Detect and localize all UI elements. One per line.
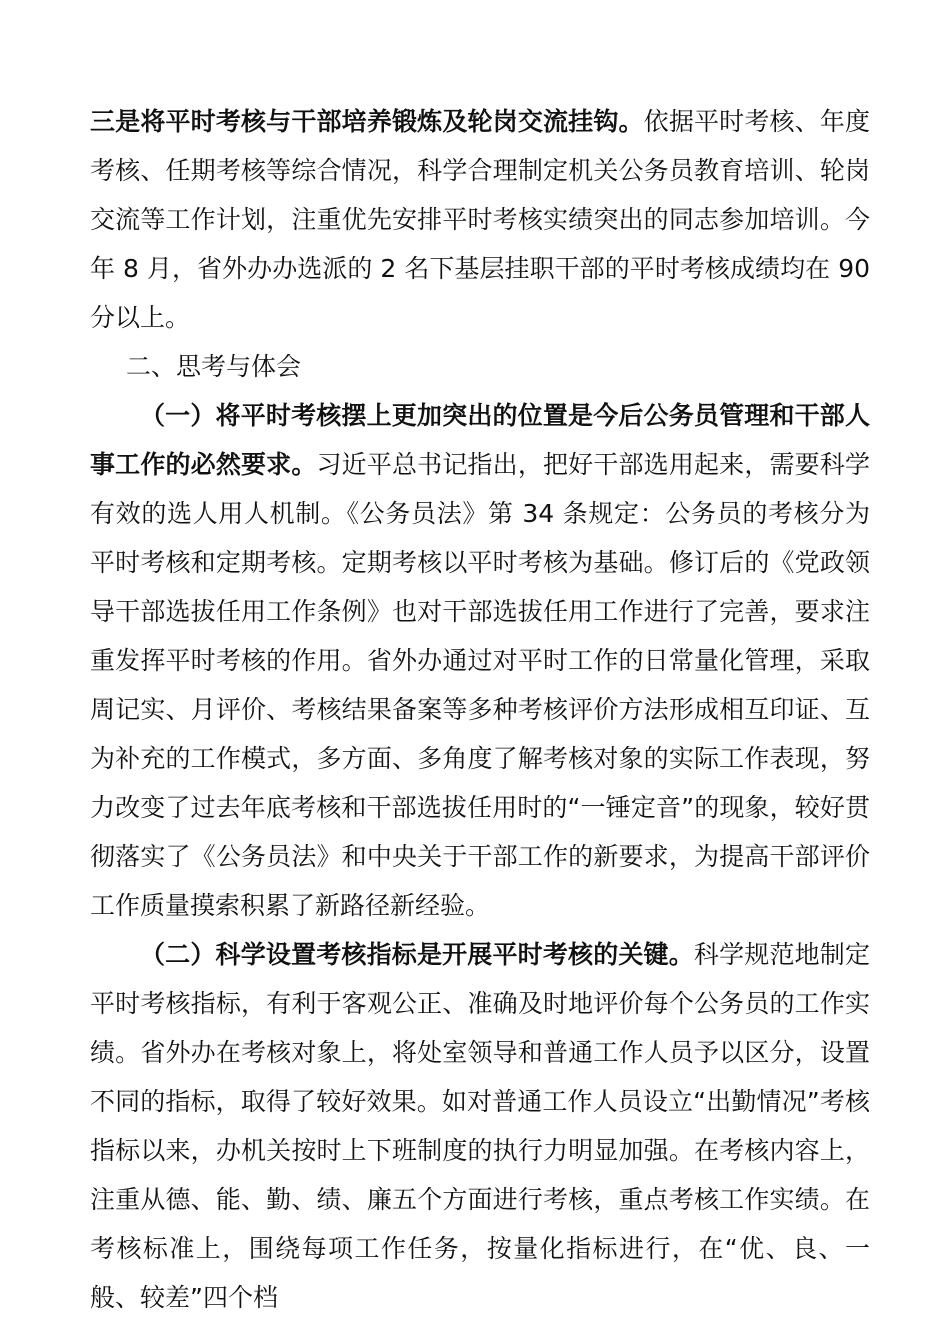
document-page xyxy=(90,97,870,1322)
paragraph-career-rotation xyxy=(90,97,870,342)
paragraph-body: 依据平时考核、年度考核、任期考核等综合情况，科学合理制定机关公务员教育培训、轮岗交流等工作计划，注重优先安排平时考核实绩突出的同志参加培训。今年 8 月，省外办办选派的 2 名下基层挂职干部的平时考核成绩均在 90 分以上。 xyxy=(90,107,870,332)
paragraph-reflection-2 xyxy=(90,930,870,1322)
paragraph-body: 习近平总书记指出，把好干部选用起来，需要科学有效的选人用人机制。《公务员法》第 34 条规定：公务员的考核分为平时考核和定期考核。定期考核以平时考核为基础。修订后的《党政领导干部选拔任用工作条例》也对干部选拔任用工作进行了完善，要求注重发挥平时考核的作用。省外办通过对平时工作的日常量化管理，采取周记实、月评价、考核结果备案等多种考核评价方法形成相互印证、互为补充的工作模式，多方面、多角度了解考核对象的实际工作表现，努力改变了过去年底考核和干部选拔任用时的“一锤定音”的现象，较好贯彻落实了《公务员法》和中央关于干部工作的新要求，为提高干部评价工作质量摸索积累了新路径新经验。 xyxy=(90,450,870,920)
paragraph-body: 科学规范地制定平时考核指标，有利于客观公正、准确及时地评价每个公务员的工作实绩。省外办在考核对象上，将处室领导和普通工作人员予以区分，设置不同的指标，取得了较好效果。如对普通工作人员设立“出勤情况”考核指标以来，办机关按时上下班制度的执行力明显加强。在考核内容上，注重从德、能、勤、绩、廉五个方面进行考核，重点考核工作实绩。在考核标准上，围绕每项工作任务，按量化指标进行，在“优、良、一般、较差”四个档 xyxy=(90,940,870,1312)
paragraph-reflection-1 xyxy=(90,391,870,930)
paragraph-lead: （一）将平时考核摆上更加突出的位置是今后公务员管理和干部人事工作的必然要求。 xyxy=(90,401,870,479)
paragraph-lead: 三是将平时考核与干部培养锻炼及轮岗交流挂钩。 xyxy=(90,107,644,136)
paragraph-lead: （二）科学设置考核指标是开展平时考核的关键。 xyxy=(140,940,694,969)
section-heading: 二、思考与体会 xyxy=(126,352,302,381)
